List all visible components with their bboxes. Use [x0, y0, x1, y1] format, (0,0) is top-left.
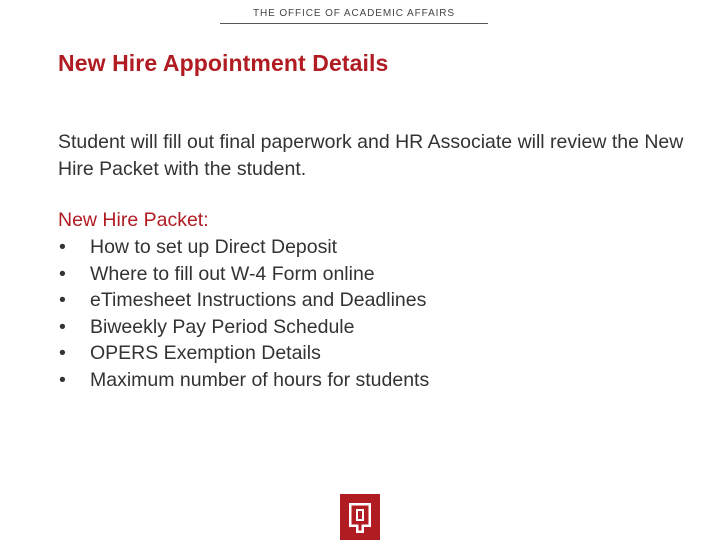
list-item-text: Biweekly Pay Period Schedule — [90, 315, 355, 338]
packet-item-list — [58, 234, 429, 394]
list-item — [58, 367, 429, 394]
block-o-logo-icon — [340, 494, 380, 540]
packet-heading: New Hire Packet: — [58, 209, 209, 231]
list-item — [58, 340, 429, 367]
list-item-text: Maximum number of hours for students — [90, 368, 430, 391]
slide-title: New Hire Appointment Details — [58, 50, 389, 76]
list-item-text: eTimesheet Instructions and Deadlines — [90, 289, 427, 312]
block-o-logo-icon-graphic — [340, 494, 380, 540]
list-item-text: OPERS Exemption Details — [90, 342, 321, 365]
office-header-label: THE OFFICE OF ACADEMIC AFFAIRS — [252, 8, 456, 19]
intro-paragraph: Student will fill out final paperwork and HR Associate will review the New Hire Packet with the student. — [58, 131, 684, 180]
bullet-icon: • — [59, 342, 66, 365]
list-item — [58, 261, 429, 288]
bullet-icon: • — [59, 236, 66, 258]
list-item — [58, 287, 429, 314]
list-item — [58, 314, 429, 341]
bullet-icon: • — [59, 315, 66, 338]
list-item-text: How to set up Direct Deposit — [90, 236, 338, 258]
header-divider — [220, 23, 488, 24]
bullet-icon: • — [59, 289, 66, 312]
bullet-icon: • — [59, 368, 66, 391]
bullet-icon: • — [59, 262, 66, 285]
list-item-text: Where to fill out W-4 Form online — [90, 262, 375, 285]
list-item — [58, 234, 429, 261]
